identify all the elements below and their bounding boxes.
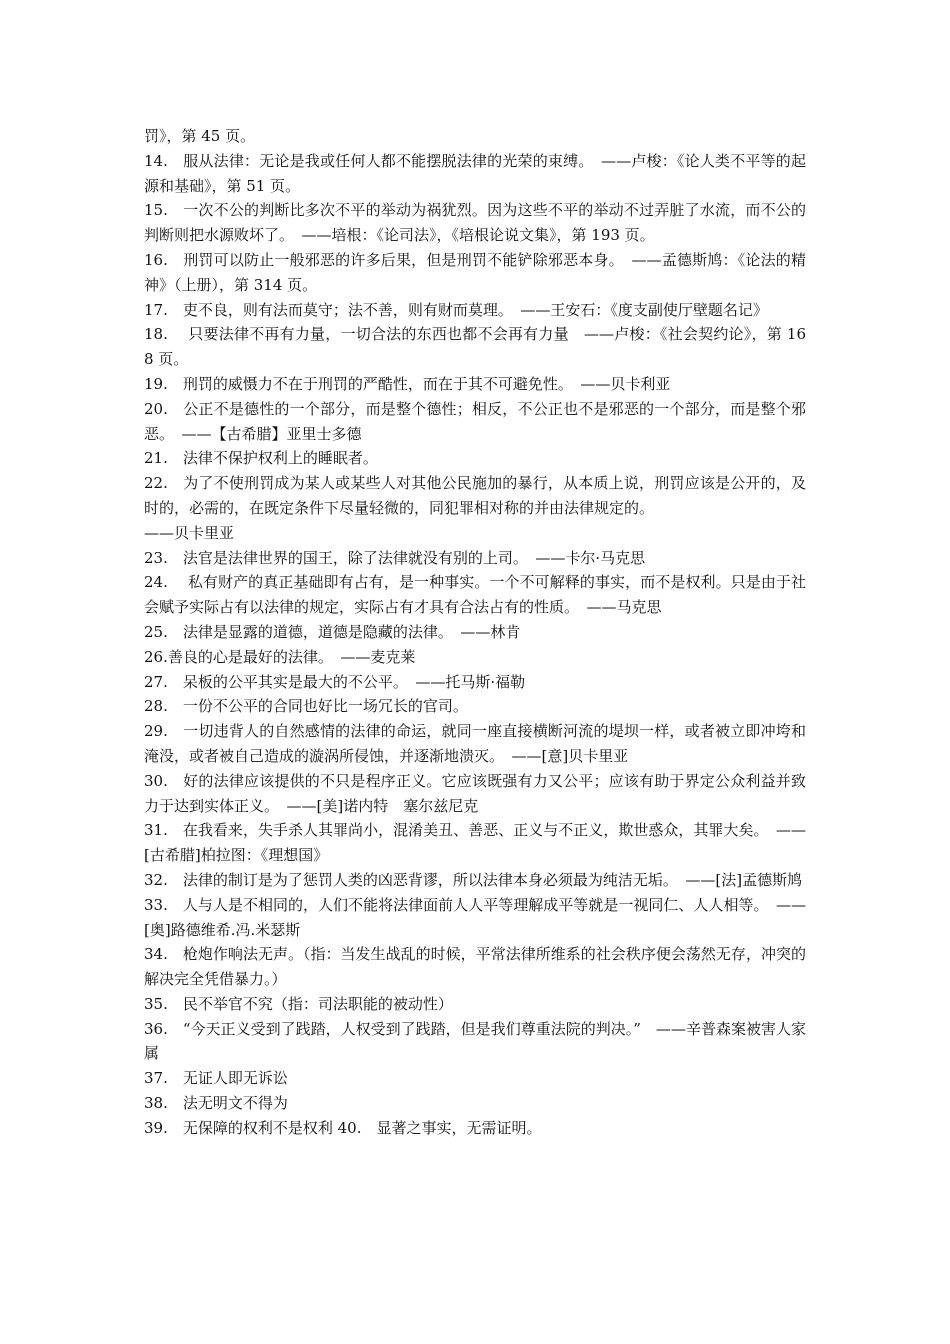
paragraph: 34. 枪炮作响法无声。（指：当发生战乱的时候，平常法律所维系的社会秩序便会荡然无存，冲突的解决完全凭借暴力。） [144, 945, 806, 989]
paragraph: 26.善良的心是最好的法律。 ——麦克莱 [144, 647, 416, 666]
paragraph: 22. 为了不使刑罚成为某人或某些人对其他公民施加的暴行，从本质上说，刑罚应该是公开的，及时的，必需的，在既定条件下尽量轻微的，同犯罪相对称的并由法律规定的。 [144, 474, 806, 517]
paragraph: 36. “今天正义受到了践踏，人权受到了践踏，但是我们尊重法院的判决。” ——辛普森案被害人家属 [144, 1019, 806, 1063]
paragraph: 23. 法官是法律世界的国王，除了法律就没有别的上司。 ——卡尔·马克思 [144, 548, 646, 567]
paragraph: 14. 服从法律：无论是我或任何人都不能摆脱法律的光荣的束缚。 ——卢梭：《论人类不平等的起源和基础》，第 51 页。 [144, 151, 806, 195]
paragraph: 25. 法律是显露的道德，道德是隐藏的法律。 ——林肯 [144, 622, 521, 641]
paragraph: 31. 在我看来，失手杀人其罪尚小，混淆美丑、善恶、正义与不正义，欺世惑众，其罪大矣。 ——[古希腊]柏拉图：《理想国》 [144, 821, 806, 865]
paragraph: ——贝卡里亚 [144, 523, 235, 542]
paragraph: 21. 法律不保护权利上的睡眠者。 [144, 449, 378, 468]
paragraph: 30. 好的法律应该提供的不只是程序正义。它应该既强有力又公平；应该有助于界定公众利益并致力于达到实体正义。 ——[美]诺内特 塞尔兹尼克 [144, 771, 806, 815]
paragraph: 20. 公正不是德性的一个部分，而是整个德性；相反，不公正也不是邪恶的一个部分，而是整个邪恶。 ——【古希腊】亚里士多德 [144, 399, 806, 443]
paragraph: 33. 人与人是不相同的，人们不能将法律面前人人平等理解成平等就是一视同仁、人人相等。 ——[奥]路德维希.冯.米瑟斯 [144, 895, 806, 939]
document-page [144, 124, 806, 1141]
paragraph: 16. 刑罚可以防止一般邪恶的许多后果，但是刑罚不能铲除邪恶本身。 ——孟德斯鸠：《论法的精神》（上册），第 314 页。 [144, 250, 806, 294]
paragraph: 27. 呆板的公平其实是最大的不公平。 ——托马斯·福勒 [144, 672, 526, 691]
paragraph: 17. 吏不良，则有法而莫守；法不善，则有财而莫理。 ——王安石：《度支副使厅壁题名记》 [144, 300, 768, 319]
paragraph: 35. 民不举官不究（指：司法职能的被动性） [144, 994, 453, 1013]
paragraph: 39. 无保障的权利不是权利 40. 显著之事实，无需证明。 [144, 1118, 542, 1137]
paragraph: 28. 一份不公平的合同也好比一场冗长的官司。 [144, 697, 468, 716]
paragraph: 15. 一次不公的判断比多次不平的举动为祸犹烈。因为这些不平的举动不过弄脏了水流，而不公的判断则把水源败坏了。 ——培根：《论司法》，《培根论说文集》，第 193 页。 [144, 201, 806, 245]
paragraph: 18. 只要法律不再有力量，一切合法的东西也都不会再有力量 ——卢梭：《社会契约论》，第 168 页。 [144, 325, 806, 369]
paragraph: 19. 刑罚的威慑力不在于刑罚的严酷性，而在于其不可避免性。 ——贝卡利亚 [144, 374, 671, 393]
paragraph: 38. 法无明文不得为 [144, 1094, 288, 1113]
paragraph: 罚》，第 45 页。 [144, 127, 256, 145]
paragraph: 37. 无证人即无诉讼 [144, 1069, 288, 1088]
paragraph: 29. 一切违背人的自然感情的法律的命运，就同一座直接横断河流的堤坝一样，或者被立即冲垮和淹没，或者被自己造成的漩涡所侵蚀，并逐渐地溃灭。 ——[意]贝卡里亚 [144, 722, 806, 765]
paragraph: 24. 私有财产的真正基础即有占有，是一种事实。一个不可解释的事实，而不是权利。只是由于社会赋予实际占有以法律的规定，实际占有才具有合法占有的性质。 ——马克思 [144, 573, 806, 617]
paragraph: 32. 法律的制订是为了惩罚人类的凶恶背谬，所以法律本身必须最为纯洁无垢。 ——[法]孟德斯鸠 [144, 870, 803, 889]
